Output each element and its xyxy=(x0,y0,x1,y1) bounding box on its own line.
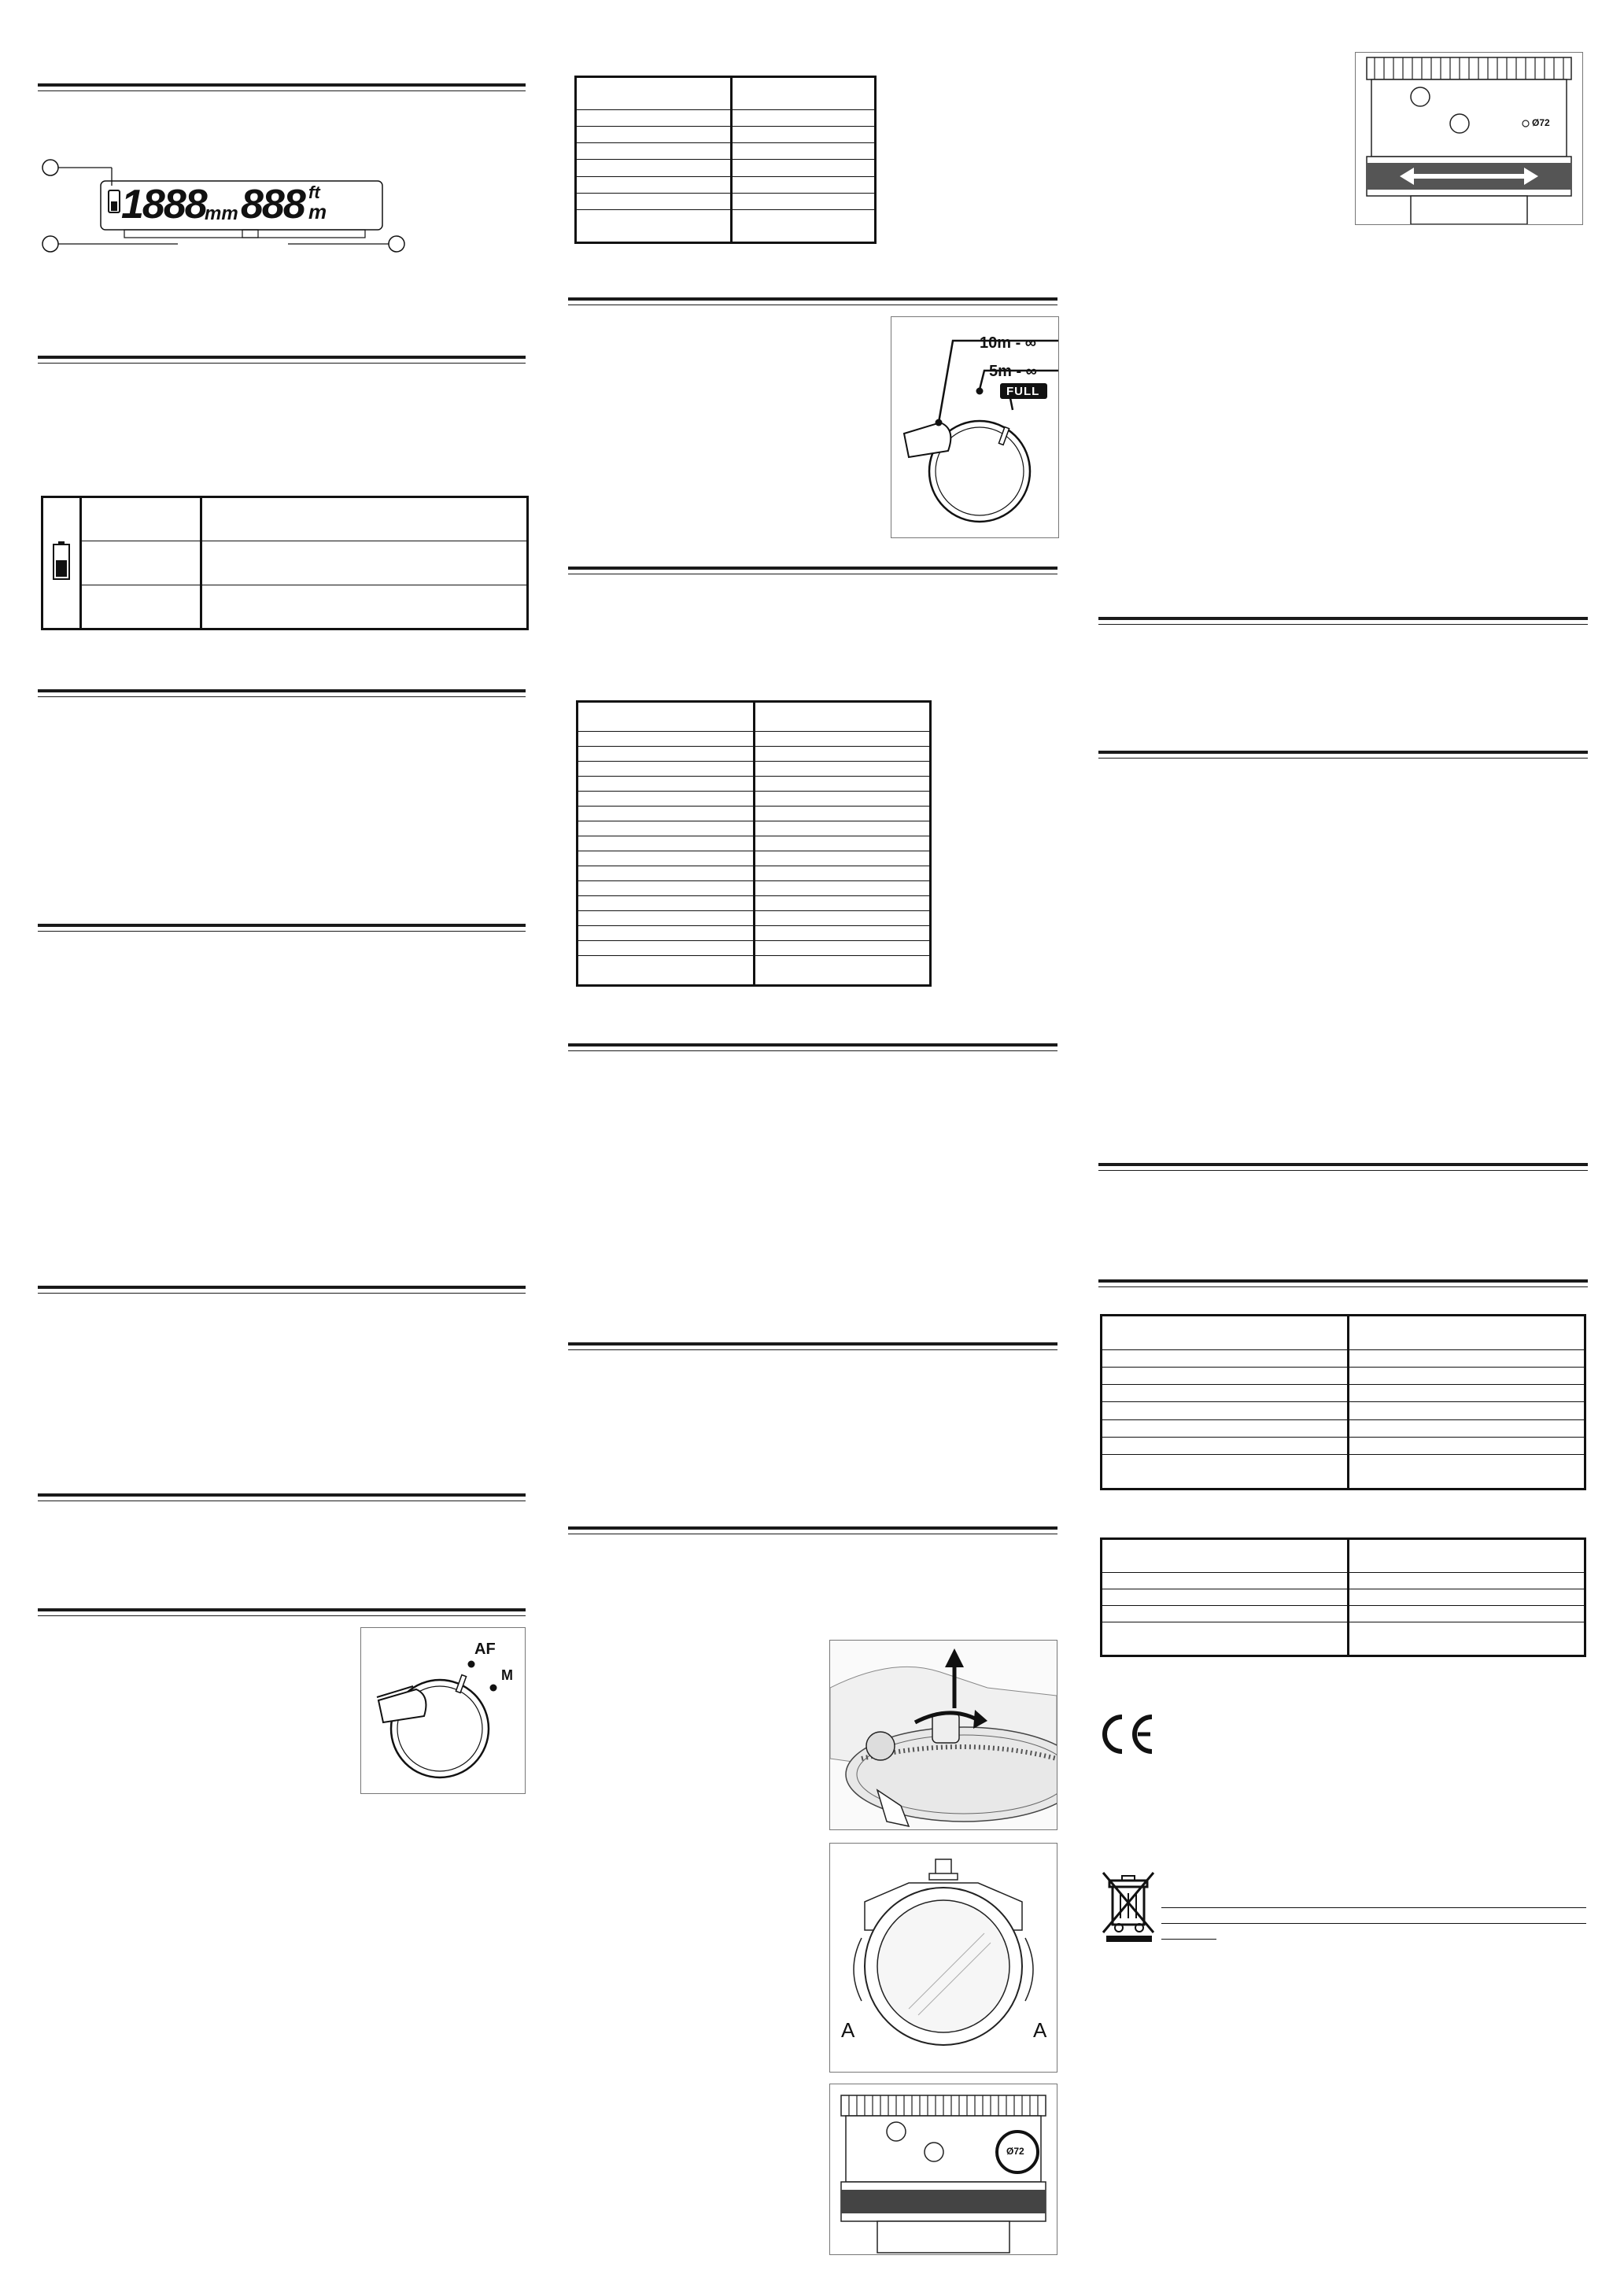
table-cell xyxy=(754,807,931,821)
table-row xyxy=(578,911,931,926)
table-cell xyxy=(754,732,931,747)
table-row xyxy=(576,209,876,242)
section-rule xyxy=(38,689,526,697)
table-cell xyxy=(1348,1385,1585,1402)
section-rule xyxy=(568,297,1057,305)
table-cell xyxy=(576,77,732,110)
table-cell xyxy=(578,702,755,732)
table-cell xyxy=(576,209,732,242)
weee-rule xyxy=(1161,1939,1216,1940)
table-cell xyxy=(732,127,876,143)
battery-icon-cell xyxy=(42,497,81,629)
table-row xyxy=(578,732,931,747)
filter-label-left: A xyxy=(841,2018,855,2042)
section-rule xyxy=(1098,751,1588,759)
table-cell xyxy=(1102,1402,1349,1419)
table-cell xyxy=(1102,1316,1349,1350)
table-cell xyxy=(1348,1539,1585,1573)
filter-label-right: A xyxy=(1033,2018,1047,2042)
table-cell xyxy=(754,911,931,926)
table-cell xyxy=(732,209,876,242)
lcd-distance-unit-ft: ft xyxy=(308,183,320,202)
table-row xyxy=(578,792,931,807)
table-cell xyxy=(578,881,755,896)
battery-status-table xyxy=(41,496,529,630)
table-row xyxy=(576,143,876,160)
section-rule xyxy=(38,1286,526,1294)
table-row xyxy=(578,851,931,866)
zoom-filter-mark: Ø72 xyxy=(1532,117,1550,128)
table-cell xyxy=(754,777,931,792)
lens-filter-mark: Ø72 xyxy=(1006,2146,1024,2157)
table-row xyxy=(1102,1316,1585,1350)
table-row xyxy=(578,941,931,956)
section-rule xyxy=(568,1043,1057,1051)
lens-side-figure xyxy=(829,2084,1057,2255)
table-cell xyxy=(1348,1437,1585,1454)
table-cell xyxy=(578,896,755,911)
table-cell xyxy=(1348,1606,1585,1622)
section-rule xyxy=(38,83,526,91)
table-row xyxy=(578,836,931,851)
table-row xyxy=(578,881,931,896)
table-row xyxy=(578,926,931,941)
table-row xyxy=(1102,1419,1585,1437)
table-row xyxy=(576,160,876,176)
table-cell xyxy=(732,77,876,110)
weee-rule xyxy=(1161,1923,1586,1924)
table-row xyxy=(1102,1350,1585,1368)
table-row xyxy=(1102,1572,1585,1589)
focus-limiter-figure xyxy=(891,316,1059,538)
table-row xyxy=(578,956,931,986)
table-cell xyxy=(576,160,732,176)
table-row xyxy=(1102,1385,1585,1402)
table-cell xyxy=(754,747,931,762)
table-cell xyxy=(1102,1454,1349,1489)
lcd-display-figure xyxy=(38,156,447,258)
table-cell xyxy=(754,836,931,851)
table-cell xyxy=(578,926,755,941)
section-rule xyxy=(568,567,1057,574)
weee-bin-icon xyxy=(1102,1870,1157,1943)
section-rule xyxy=(568,1526,1057,1534)
table-cell xyxy=(1348,1350,1585,1368)
table-cell xyxy=(578,792,755,807)
table-cell xyxy=(732,143,876,160)
table-row xyxy=(578,821,931,836)
table-cell xyxy=(576,110,732,127)
table-row xyxy=(578,747,931,762)
table-cell xyxy=(1102,1572,1349,1589)
table-cell xyxy=(1348,1589,1585,1605)
table-cell xyxy=(754,702,931,732)
limiter-label-full: FULL xyxy=(1006,385,1040,398)
table-cell xyxy=(754,792,931,807)
table-cell xyxy=(1102,1350,1349,1368)
table-cell xyxy=(578,821,755,836)
table-row xyxy=(576,176,876,193)
table-cell xyxy=(578,807,755,821)
table-cell xyxy=(1348,1368,1585,1385)
table-cell xyxy=(578,941,755,956)
table-row xyxy=(578,807,931,821)
table-cell xyxy=(578,836,755,851)
table-cell xyxy=(1348,1419,1585,1437)
table-cell xyxy=(754,821,931,836)
table-cell xyxy=(1348,1402,1585,1419)
lcd-focal-unit: mm xyxy=(205,203,238,224)
filter-window-figure xyxy=(829,1843,1057,2073)
limiter-label-5m: 5m - ∞ xyxy=(989,363,1037,380)
table-cell xyxy=(1102,1385,1349,1402)
table-cell xyxy=(754,762,931,777)
weee-rule xyxy=(1161,1907,1586,1908)
table-cell xyxy=(1102,1589,1349,1605)
table-cell xyxy=(576,176,732,193)
table-row xyxy=(578,777,931,792)
table-cell xyxy=(1102,1437,1349,1454)
spec-table-right-b xyxy=(1100,1537,1586,1657)
lcd-distance-unit-m: m xyxy=(308,200,327,223)
compatibility-table xyxy=(576,700,932,987)
lcd-distance-digits: 888 xyxy=(241,182,304,227)
zoom-ring-figure xyxy=(1355,52,1583,225)
section-rule xyxy=(568,1342,1057,1350)
spec-table-right-a xyxy=(1100,1314,1586,1490)
table-cell xyxy=(754,941,931,956)
table-cell xyxy=(578,956,755,986)
table-cell xyxy=(576,193,732,209)
table-cell xyxy=(754,881,931,896)
table-cell xyxy=(754,851,931,866)
section-rule xyxy=(38,1608,526,1616)
table-cell xyxy=(578,747,755,762)
m-label: M xyxy=(501,1667,513,1683)
table-cell xyxy=(578,777,755,792)
table-row xyxy=(1102,1606,1585,1622)
section-rule xyxy=(1098,1163,1588,1171)
limiter-label-10m: 10m - ∞ xyxy=(980,334,1037,352)
section-rule xyxy=(38,356,526,364)
table-row xyxy=(578,896,931,911)
table-cell xyxy=(1348,1572,1585,1589)
hood-attach-figure xyxy=(829,1640,1057,1830)
table-row xyxy=(576,77,876,110)
table-cell xyxy=(578,866,755,881)
table-cell xyxy=(732,110,876,127)
table-row xyxy=(578,762,931,777)
battery-icon xyxy=(53,541,70,581)
table-cell xyxy=(1102,1622,1349,1656)
table-cell xyxy=(1348,1622,1585,1656)
table-cell xyxy=(754,956,931,986)
table-cell xyxy=(732,193,876,209)
table-row xyxy=(1102,1589,1585,1605)
lcd-focal-digits: 1888 xyxy=(121,182,206,227)
table-row xyxy=(576,110,876,127)
table-cell xyxy=(1102,1368,1349,1385)
table-cell xyxy=(578,762,755,777)
section-rule xyxy=(1098,1279,1588,1287)
table-cell xyxy=(754,866,931,881)
table-row xyxy=(1102,1402,1585,1419)
af-label: AF xyxy=(474,1641,496,1658)
table-cell xyxy=(1348,1316,1585,1350)
table-cell xyxy=(1102,1419,1349,1437)
table-row xyxy=(576,127,876,143)
section-rule xyxy=(38,924,526,932)
table-cell xyxy=(754,926,931,941)
table-row xyxy=(578,702,931,732)
table-cell xyxy=(1102,1606,1349,1622)
table-row xyxy=(576,193,876,209)
spec-table-top xyxy=(574,76,877,244)
af-m-switch-figure xyxy=(360,1627,526,1794)
table-cell xyxy=(578,732,755,747)
table-cell xyxy=(578,851,755,866)
table-cell xyxy=(732,160,876,176)
table-cell xyxy=(732,176,876,193)
section-rule xyxy=(38,1493,526,1501)
table-cell xyxy=(754,896,931,911)
section-rule xyxy=(1098,617,1588,625)
table-cell xyxy=(576,127,732,143)
table-row xyxy=(1102,1454,1585,1489)
ce-mark xyxy=(1097,1711,1157,1758)
table-cell xyxy=(578,911,755,926)
table-row xyxy=(1102,1368,1585,1385)
table-cell xyxy=(576,143,732,160)
table-row xyxy=(1102,1622,1585,1656)
table-row xyxy=(1102,1437,1585,1454)
table-cell xyxy=(1102,1539,1349,1573)
table-row xyxy=(1102,1539,1585,1573)
table-cell xyxy=(1348,1454,1585,1489)
table-row xyxy=(578,866,931,881)
